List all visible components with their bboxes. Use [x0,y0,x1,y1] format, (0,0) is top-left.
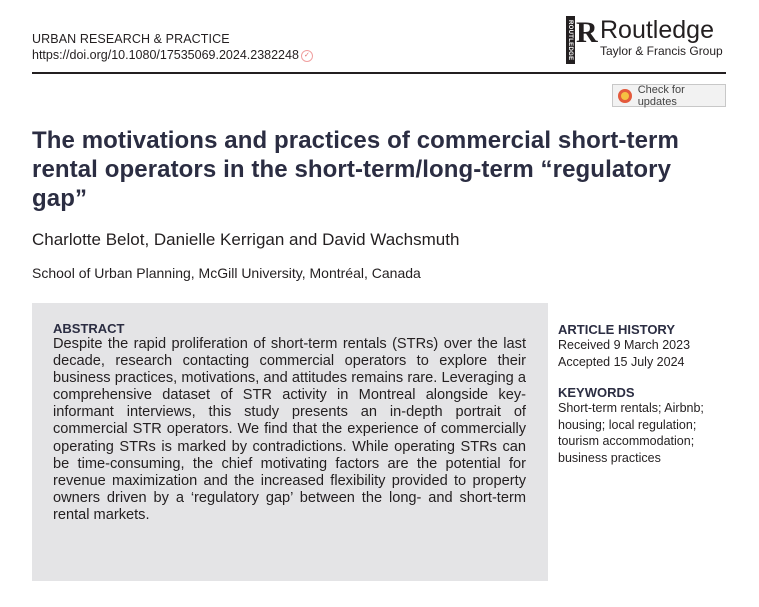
routledge-mark-icon: ROUTLEDGE R [566,16,596,64]
check-updates-icon [618,89,632,103]
article-title: The motivations and practices of commercial short-term rental operators in the short-term/long-term “regulatory gap” [32,127,679,212]
journal-header [32,31,313,64]
article-history-heading: ARTICLE HISTORY [558,322,676,337]
keywords-line: Short-term rentals; Airbnb; [558,401,704,415]
received-date: Received 9 March 2023 [558,338,691,352]
publisher-logo [566,16,723,64]
accepted-date: Accepted 15 July 2024 [558,354,685,369]
abstract-box [32,303,548,581]
keywords-line: tourism accommodation; [558,434,695,448]
keywords-line: business practices [558,450,661,465]
check-for-updates-button[interactable] [612,84,726,107]
header-divider [32,72,726,74]
publisher-name: Routledge [600,16,714,44]
journal-name: URBAN RESEARCH & PRACTICE [32,32,230,46]
abstract-text: Despite the rapid proliferation of short-term rentals (STRs) over the last decade, research contacting commercial operators to explore their business practices, motivations, and attitudes remains rare. Leveraging a comprehensive dataset of STR activity in Montreal alongside key-informant interviews, this study presents an in-depth portrait of commercial STR operators. We find that the experience of commercially operating STRs is marked by contradictions. While operating STRs can be time-consuming, the chief motivating factors are the potential for revenue maximization and the increased flexibility provided to property owners driven by a ‘regulatory gap’ between the long- and short-term rental markets. [53,336,526,523]
article-sidebar [558,322,738,466]
keywords-heading: KEYWORDS [558,385,635,400]
abstract-heading: ABSTRACT [53,321,125,336]
article-authors: Charlotte Belot, Danielle Kerrigan and David Wachsmuth [32,230,460,249]
keywords-line: housing; local regulation; [558,417,697,432]
publisher-subtitle: Taylor & Francis Group [600,44,723,58]
routledge-vertical-text: ROUTLEDGE [567,20,573,61]
doi-line [32,47,313,64]
author-affiliation: School of Urban Planning, McGill University, Montréal, Canada [32,265,421,281]
crossmark-icon[interactable]: ✓ [301,50,313,62]
check-updates-label: Check for updates [637,83,685,108]
doi-link[interactable]: https://doi.org/10.1080/17535069.2024.2382248 [32,48,299,62]
